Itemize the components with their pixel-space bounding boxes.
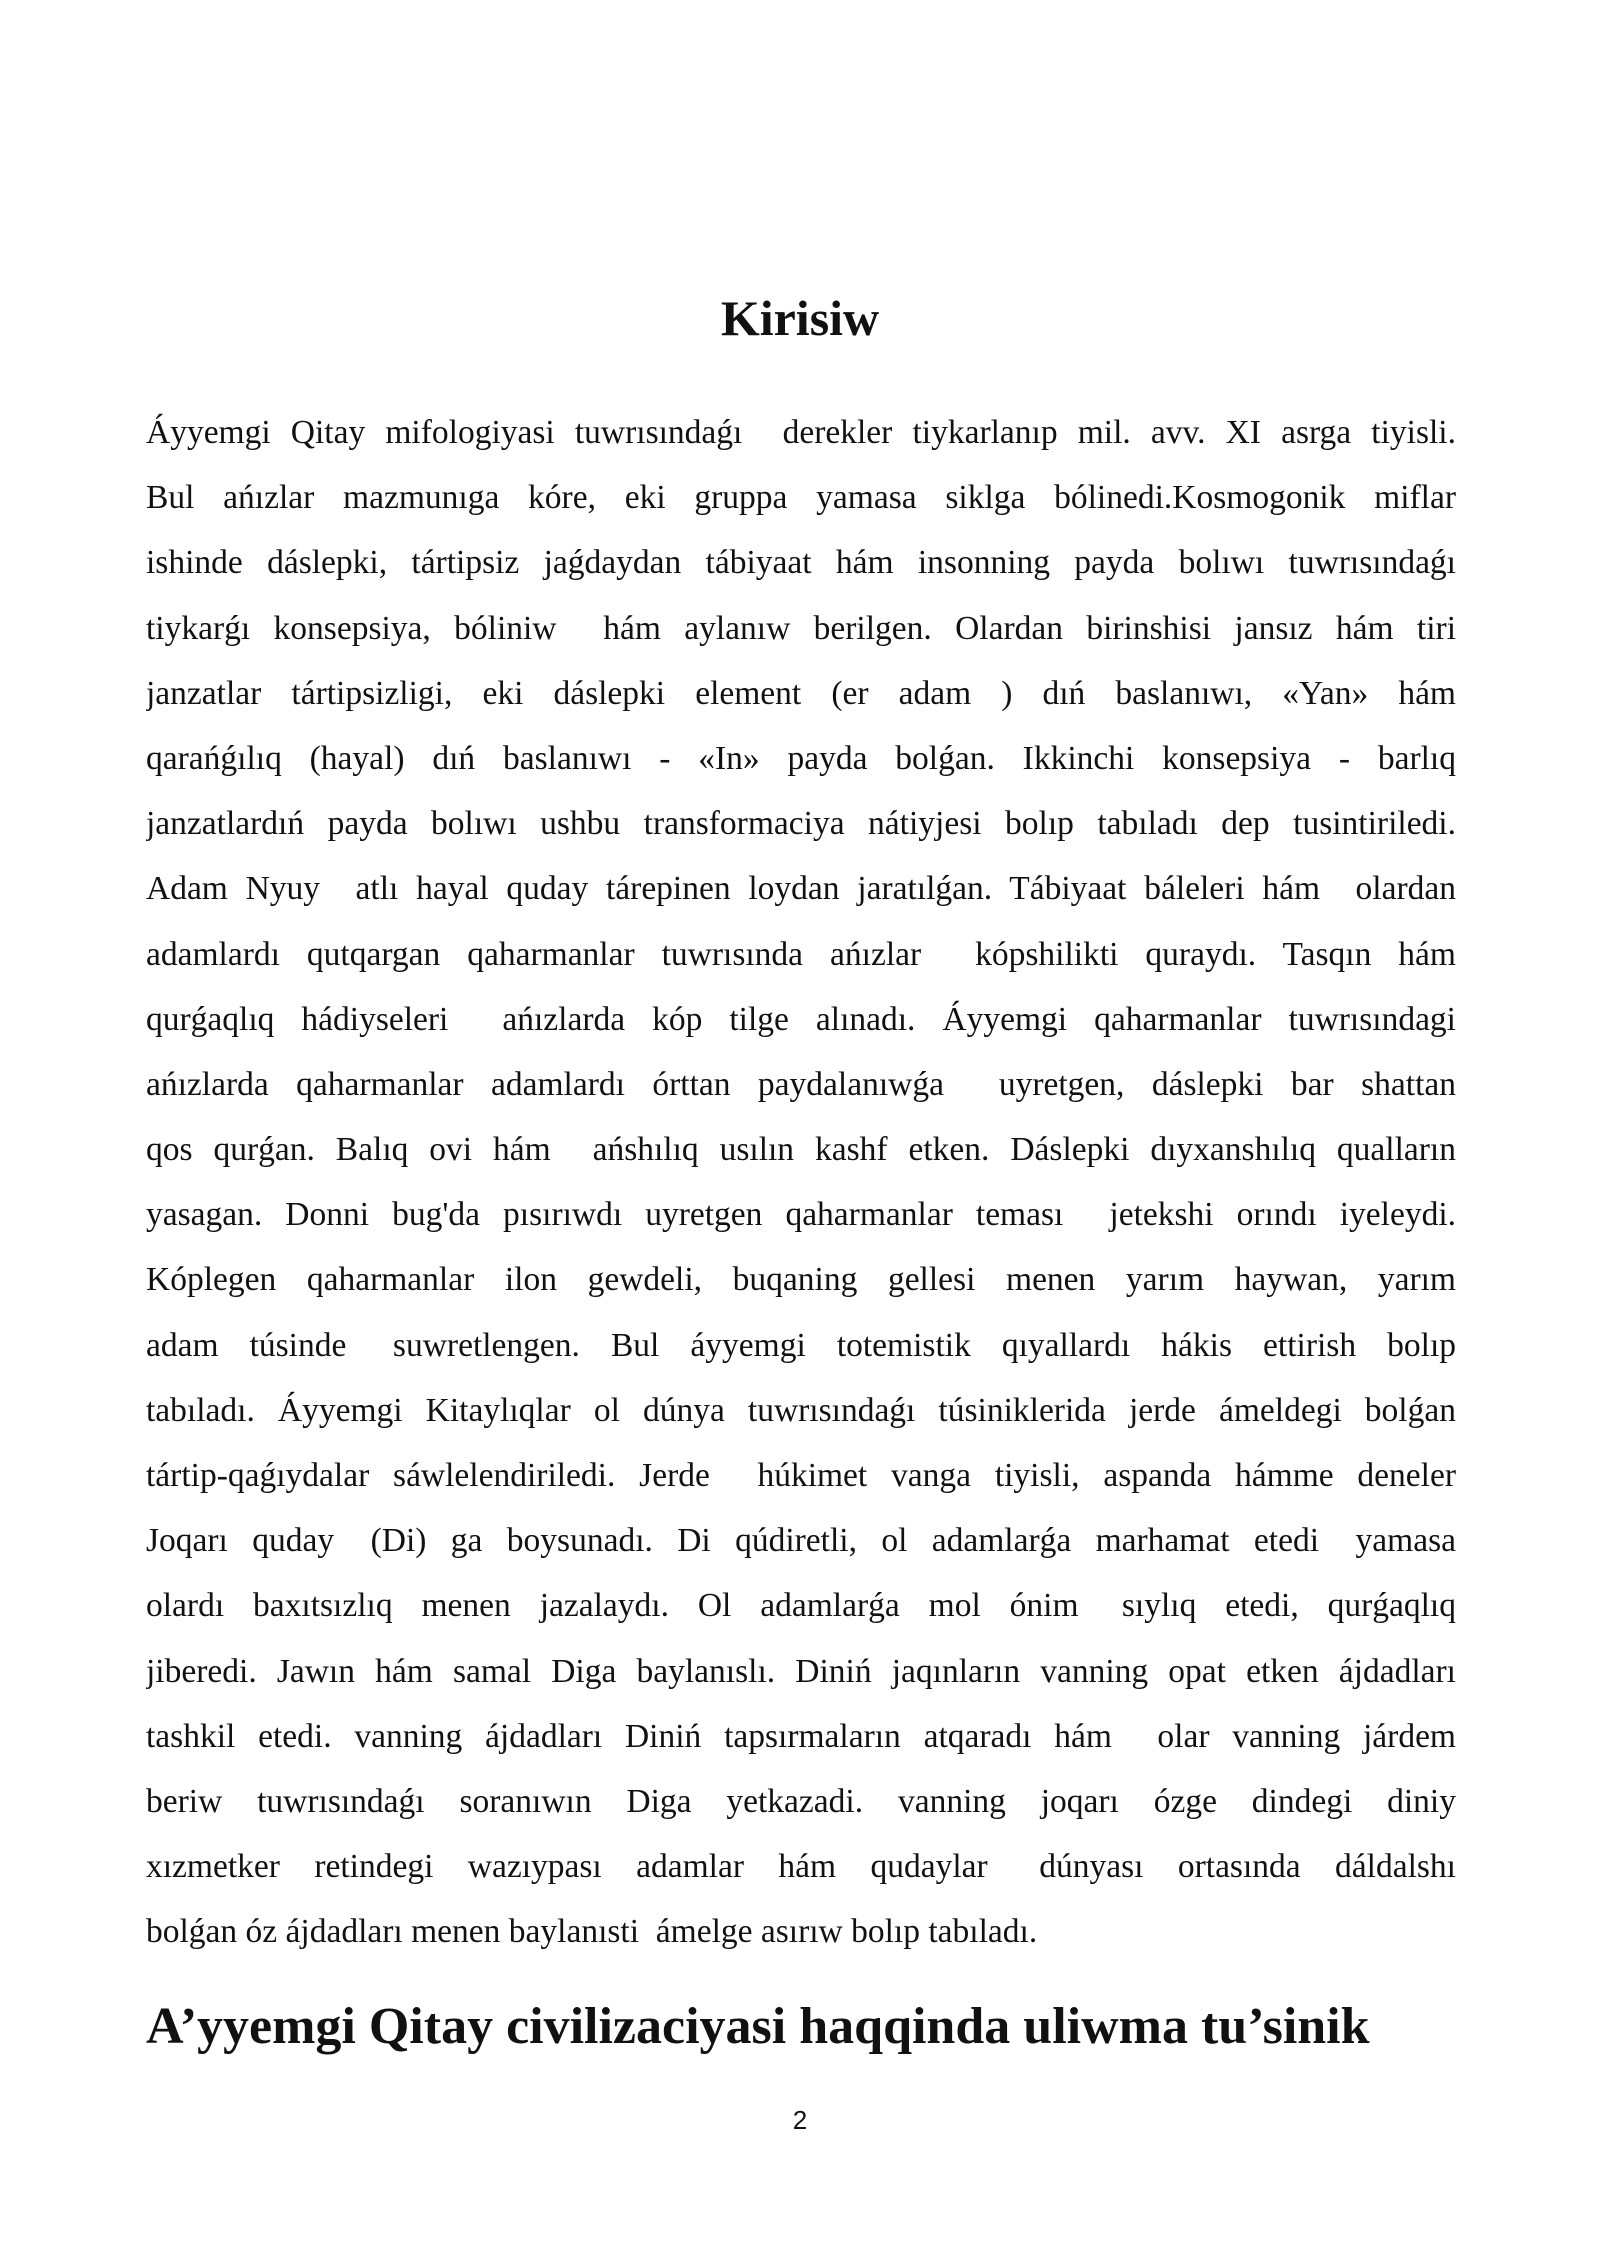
- paragraph-line: tártip-qaǵıydalar sáwlelendiriledi. Jerde húkimet vanga tiyisli, aspanda hámme deneler: [146, 1457, 1456, 1494]
- paragraph-line: ańızlarda qaharmanlar adamlardı órttan paydalanıwǵa uyretgen, dáslepki bar shattan: [146, 1065, 1456, 1103]
- paragraph-line: qurǵaqlıq hádiyseleri ańızlarda kóp tilge alınadı. Áyyemgi qaharmanlar tuwrısındagi: [146, 1000, 1456, 1038]
- paragraph-line: qarańǵılıq (hayal) dıń baslanıwı - «In» payda bolǵan. Ikkinchi konsepsiya - barlıq: [146, 739, 1456, 777]
- paragraph-line: Bul ańızlar mazmunıga kóre, eki gruppa yamasa siklga bólinedi.Kosmogonik miflar: [146, 479, 1456, 517]
- page-number: 2: [792, 2105, 808, 2135]
- page-title: Kirisiw: [720, 290, 880, 346]
- paragraph-line: yasagan. Donni bug'da pısırıwdı uyretgen qaharmanlar teması jetekshi orındı iyeleydi.: [146, 1196, 1456, 1234]
- paragraph-line: janzatlar tártipsizligi, eki dáslepki element (er adam ) dıń baslanıwı, «Yan» hám: [146, 674, 1456, 712]
- body-paragraph: [146, 400, 1456, 1965]
- paragraph-line: olardı baxıtsızlıq menen jazalaydı. Ol adamlarǵa mol ónim sıylıq etedi, qurǵaqlıq: [146, 1587, 1456, 1625]
- paragraph-line: Kóplegen qaharmanlar ilon gewdeli, buqaning gellesi menen yarım haywan, yarım: [146, 1261, 1456, 1299]
- paragraph-line: Áyyemgi Qitay mifologiyasi tuwrısındaǵı derekler tiykarlanıp mil. avv. XI asrga tiyisli.: [146, 414, 1456, 451]
- paragraph-line: adamlardı qutqargan qaharmanlar tuwrısında ańızlar kópshilikti quraydı. Tasqın hám: [146, 935, 1456, 973]
- paragraph-line: tiykarǵı konsepsiya, bóliniw hám aylanıw berilgen. Olardan birinshisi jansız hám tiri: [146, 609, 1456, 647]
- paragraph-line: beriw tuwrısındaǵı soranıwın Diga yetkazadi. vanning joqarı ózge dindegi diniy: [146, 1782, 1456, 1820]
- paragraph-line: tashkil etedi. vanning ájdadları Diniń tapsırmaların atqaradı hám olar vanning járdem: [146, 1717, 1456, 1755]
- paragraph-line: Joqarı quday (Di) ga boysunadı. Di qúdiretli, ol adamlarǵa marhamat etedi yamasa: [146, 1522, 1456, 1560]
- paragraph-line: qos qurǵan. Balıq ovi hám ańshılıq usılın kashf etken. Dáslepki dıyxanshılıq qualların: [146, 1131, 1456, 1169]
- paragraph-line: xızmetker retindegi wazıypası adamlar hám qudaylar dúnyası ortasında dáldalshı: [146, 1848, 1456, 1886]
- paragraph-line: Adam Nyuy atlı hayal quday tárepinen loydan jaratılǵan. Tábiyaat báleleri hám olardan: [146, 870, 1456, 908]
- paragraph-line: jiberedi. Jawın hám samal Diga baylanıslı. Diniń jaqınların vanning opat etken ájdadları: [146, 1652, 1456, 1690]
- paragraph-line: tabıladı. Áyyemgi Kitaylıqlar ol dúnya tuwrısındaǵı túsiniklerida jerde ámeldegi bolǵan: [146, 1391, 1456, 1429]
- paragraph-last-line: bolǵan óz ájdadları menen baylanısti ámelge asırıw bolıp tabıladı.: [146, 1913, 1038, 1951]
- paragraph-line: janzatlardıń payda bolıwı ushbu transformaciya nátiyjesi bolıp tabıladı dep tusintiriledi.: [146, 805, 1456, 843]
- paragraph-line: ishinde dáslepki, tártipsiz jaǵdaydan tábiyaat hám insonning payda bolıwı tuwrısındaǵı: [146, 544, 1456, 582]
- paragraph-line: adam túsinde suwretlengen. Bul áyyemgi totemistik qıyallardı hákis ettirish bolıp: [146, 1326, 1456, 1364]
- section-heading: A’yyemgi Qitay civilizaciyasi haqqinda uliwma tu’sinik: [146, 1998, 1370, 2055]
